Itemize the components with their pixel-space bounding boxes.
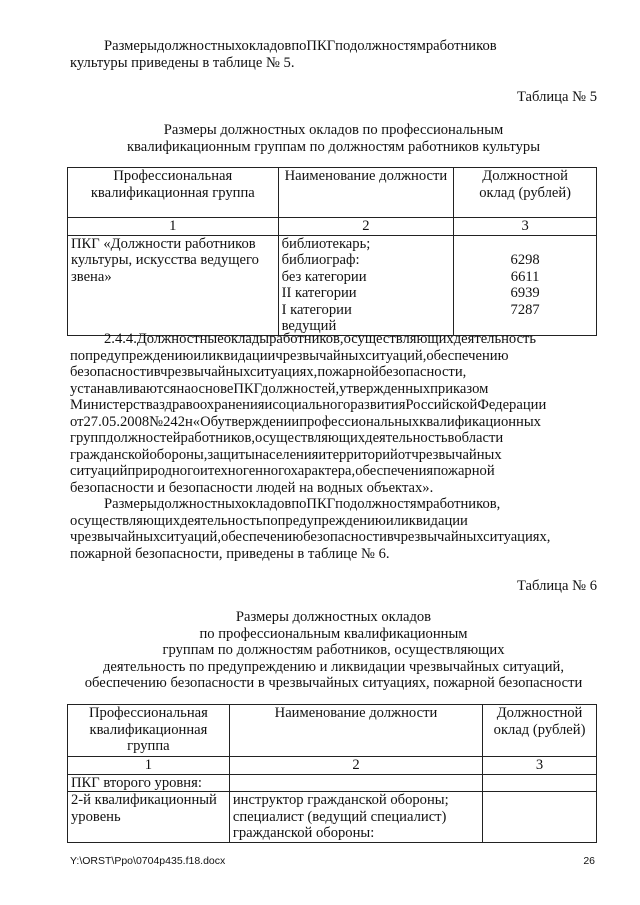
table5-row xyxy=(68,235,597,335)
section-line-5: МинистерстваздравоохраненияисоциальногоразвитияРоссийскойФедерации xyxy=(70,397,547,413)
table5-positions-cell xyxy=(278,235,454,335)
section-p2-line-1: РазмерыдолжностныхокладовпоПКГподолжностямработников, xyxy=(104,496,501,512)
table6-label: Таблица № 6 xyxy=(517,578,597,594)
table6-col-number-1: 1 xyxy=(68,757,230,775)
table6-header-group-line-2: квалификационная xyxy=(89,721,208,738)
table6-row2-group-line-2: уровень xyxy=(71,808,121,825)
table6-header-position-line-1: Наименование должности xyxy=(274,705,438,721)
table5-header-position xyxy=(278,168,454,218)
table5-position-3: II категории xyxy=(281,285,357,301)
table5-position-1: библиотекарь; библиограф: xyxy=(281,235,371,268)
table5-header-group-line-2: квалификационная группа xyxy=(90,184,255,201)
table6-row2-position-1: инструктор гражданской обороны; xyxy=(232,792,449,808)
section-line-3: безопасностивчрезвычайныхситуациях,пожарнойбезопасности, xyxy=(70,364,467,380)
section-p2-line-4: пожарной безопасности, приведены в таблице № 6. xyxy=(70,545,390,562)
table6-header-group xyxy=(68,705,230,757)
table6-title-line-4: деятельность по предупреждению и ликвидации чрезвычайных ситуаций, xyxy=(102,658,565,675)
table5-salary-4: 7287 xyxy=(510,301,540,318)
table6-row2-position-3: гражданской обороны: xyxy=(232,825,375,841)
table6-header-salary-line-1: Должностной xyxy=(496,705,583,721)
table6-row2-positions xyxy=(229,792,482,843)
section-line-4: устанавливаютсянаосновеПКГдолжностей,утвержденныхприказом xyxy=(70,380,489,397)
section-p2-line-3: чрезвычайныхситуаций,обеспечениюбезопасностивчрезвычайныхситуациях, xyxy=(70,529,551,545)
table6-row2-position-2: специалист (ведущий специалист) xyxy=(232,808,447,825)
table6-title-line-5: обеспечению безопасности в чрезвычайных ситуациях, пожарной безопасности xyxy=(84,675,583,691)
table5-position-2: без категории xyxy=(281,268,367,285)
table6-col-number-2: 2 xyxy=(229,757,482,775)
section-line-2: попредупреждениюиликвидациичрезвычайныхситуаций,обеспечению xyxy=(70,347,509,364)
section-line-10: безопасности и безопасности людей на водных объектах». xyxy=(70,479,434,496)
table6-row xyxy=(68,774,597,792)
table5-title-line-1: Размеры должностных окладов по профессиональным xyxy=(163,122,504,138)
table5-col-number-3: 3 xyxy=(454,218,597,236)
table5-col-number-1: 1 xyxy=(68,218,279,236)
table5-group-line-2: культуры, искусства ведущего xyxy=(71,252,259,268)
table6-row xyxy=(68,792,597,843)
table6-header-row xyxy=(68,705,597,757)
section-line-1: 2.4.4.Должностныеокладыработников,осуществляющихдеятельность xyxy=(104,331,537,347)
section-p2-line-2: осуществляющихдеятельностьпопредупреждениюиликвидации xyxy=(70,512,468,529)
table5-header-position-line-1: Наименование должности xyxy=(284,168,448,184)
table5-number-row xyxy=(68,218,597,236)
table5-header-salary-line-2: оклад (рублей) xyxy=(479,184,571,201)
intro-line-1: РазмерыдолжностныхокладовпоПКГподолжностямработников xyxy=(104,38,497,54)
table5-header-group xyxy=(68,168,279,218)
table5-position-4: I категории xyxy=(281,301,352,318)
intro-line-2: культуры приведены в таблице № 5. xyxy=(70,54,295,71)
footer-page-number: 26 xyxy=(583,855,595,867)
table5-header-row xyxy=(68,168,597,218)
table6 xyxy=(67,704,597,843)
table5-salary-blank xyxy=(457,236,593,253)
section-line-7: группдолжностейработников,осуществляющихдеятельностьвобласти xyxy=(70,430,504,446)
table5-salary-3: 6939 xyxy=(510,285,540,301)
table5-col-number-2: 2 xyxy=(278,218,454,236)
table5-salary-2: 6611 xyxy=(510,268,540,285)
table6-title-line-3: группам по должностям работников, осуществляющих xyxy=(162,642,505,658)
table6-header-salary xyxy=(483,705,597,757)
table5-group-line-1: ПКГ «Должности работников xyxy=(71,235,256,252)
table6-row2-salary xyxy=(483,792,597,843)
table6-header-salary-line-2: оклад (рублей) xyxy=(493,721,586,738)
section-line-9: ситуацийприродногоитехногенногохарактера,обеспеченияпожарной xyxy=(70,463,495,479)
table6-row2-group xyxy=(68,792,230,843)
intro-paragraph xyxy=(70,38,597,71)
table6-row1-group: ПКГ второго уровня: xyxy=(68,774,230,792)
table5-position-5: ведущий xyxy=(281,318,337,334)
table5-label: Таблица № 5 xyxy=(517,89,597,105)
table5-header-salary-line-1: Должностной xyxy=(482,168,568,184)
table6-header-position xyxy=(229,705,482,757)
table6-row1-position xyxy=(229,774,482,792)
table6-title-line-1: Размеры должностных окладов xyxy=(235,609,432,625)
table5-title xyxy=(70,122,597,155)
section-line-8: гражданскойобороны,защитынаселенияитерриторийотчрезвычайных xyxy=(70,446,502,463)
table5-group-cell xyxy=(68,235,279,335)
table5-group-line-3: звена» xyxy=(71,268,112,285)
table6-title xyxy=(70,609,597,692)
footer-file-path: Y:\ORST\Ppo\0704p435.f18.docx xyxy=(70,855,226,867)
table5 xyxy=(67,167,597,336)
table6-title-line-2: по профессиональным квалификационным xyxy=(199,625,468,642)
table6-col-number-3: 3 xyxy=(483,757,597,775)
table6-row1-salary xyxy=(483,774,597,792)
table6-row2-group-line-1: 2-й квалификационный xyxy=(71,792,217,808)
section-paragraph xyxy=(70,331,597,562)
table5-header-group-line-1: Профессиональная xyxy=(113,168,233,184)
table5-salary-1: 6298 xyxy=(510,252,540,268)
section-line-6: от27.05.2008№242н«Обутверждениипрофессиональныхквалификационных xyxy=(70,413,541,430)
table5-salaries-cell xyxy=(454,235,597,335)
table6-header-group-line-1: Профессиональная xyxy=(88,705,208,721)
table5-title-line-2: квалификационным группам по должностям работников культуры xyxy=(126,138,541,155)
table6-header-group-line-3: группа xyxy=(127,738,170,754)
table6-number-row xyxy=(68,757,597,775)
table5-header-salary xyxy=(454,168,597,218)
